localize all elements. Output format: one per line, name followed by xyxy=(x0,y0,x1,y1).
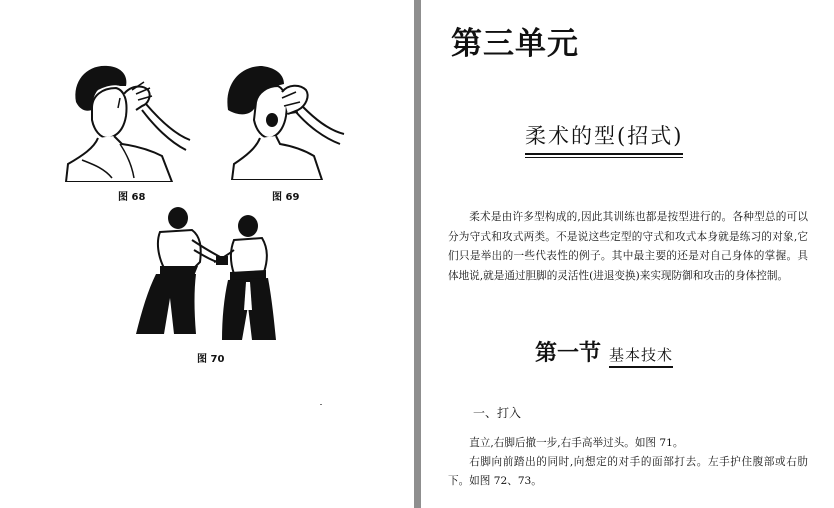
figure-68-caption: 图 68 xyxy=(118,192,146,203)
page-gutter xyxy=(414,0,421,508)
section-name: 基本技术 xyxy=(609,346,673,368)
figure-70-caption: 图 70 xyxy=(197,354,225,365)
chapter-title: 柔术的型(招式) xyxy=(525,120,683,155)
intro-paragraph: 柔术是由许多型构成的,因此其训练也都是按型进行的。各种型总的可以分为守式和攻式两类。不是说这些定型的守式和攻式本身就是练习的对象,它们只是举出的一些代表性的例子。其中最主要的还是对自己身体的掌握。具体地说,就是通过胆脚的灵活性(进退变换)来实现防御和攻击的身体控制。 xyxy=(448,211,808,282)
body-paragraph: 右脚向前踏出的同时,向想定的对手的面部打去。左手护住腹部或右肋下。如图 72、73。 xyxy=(448,456,808,487)
body-paragraph: 直立,右脚后撤一步,右手高举过头。如图 71。 xyxy=(469,437,684,449)
figure-68-illustration xyxy=(62,60,202,182)
subsection-heading: 一、打入 xyxy=(473,406,522,420)
figure-69-illustration xyxy=(222,62,350,180)
unit-title: 第三单元 xyxy=(451,26,579,62)
scan-speck xyxy=(320,404,322,405)
section-heading xyxy=(535,336,673,367)
section-number: 第一节 xyxy=(535,341,602,366)
body-text xyxy=(448,434,808,491)
left-page xyxy=(0,0,414,508)
figure-70-illustration xyxy=(134,206,278,344)
intro-text xyxy=(448,208,808,286)
figure-69-caption: 图 69 xyxy=(272,192,300,203)
right-page xyxy=(421,0,834,508)
